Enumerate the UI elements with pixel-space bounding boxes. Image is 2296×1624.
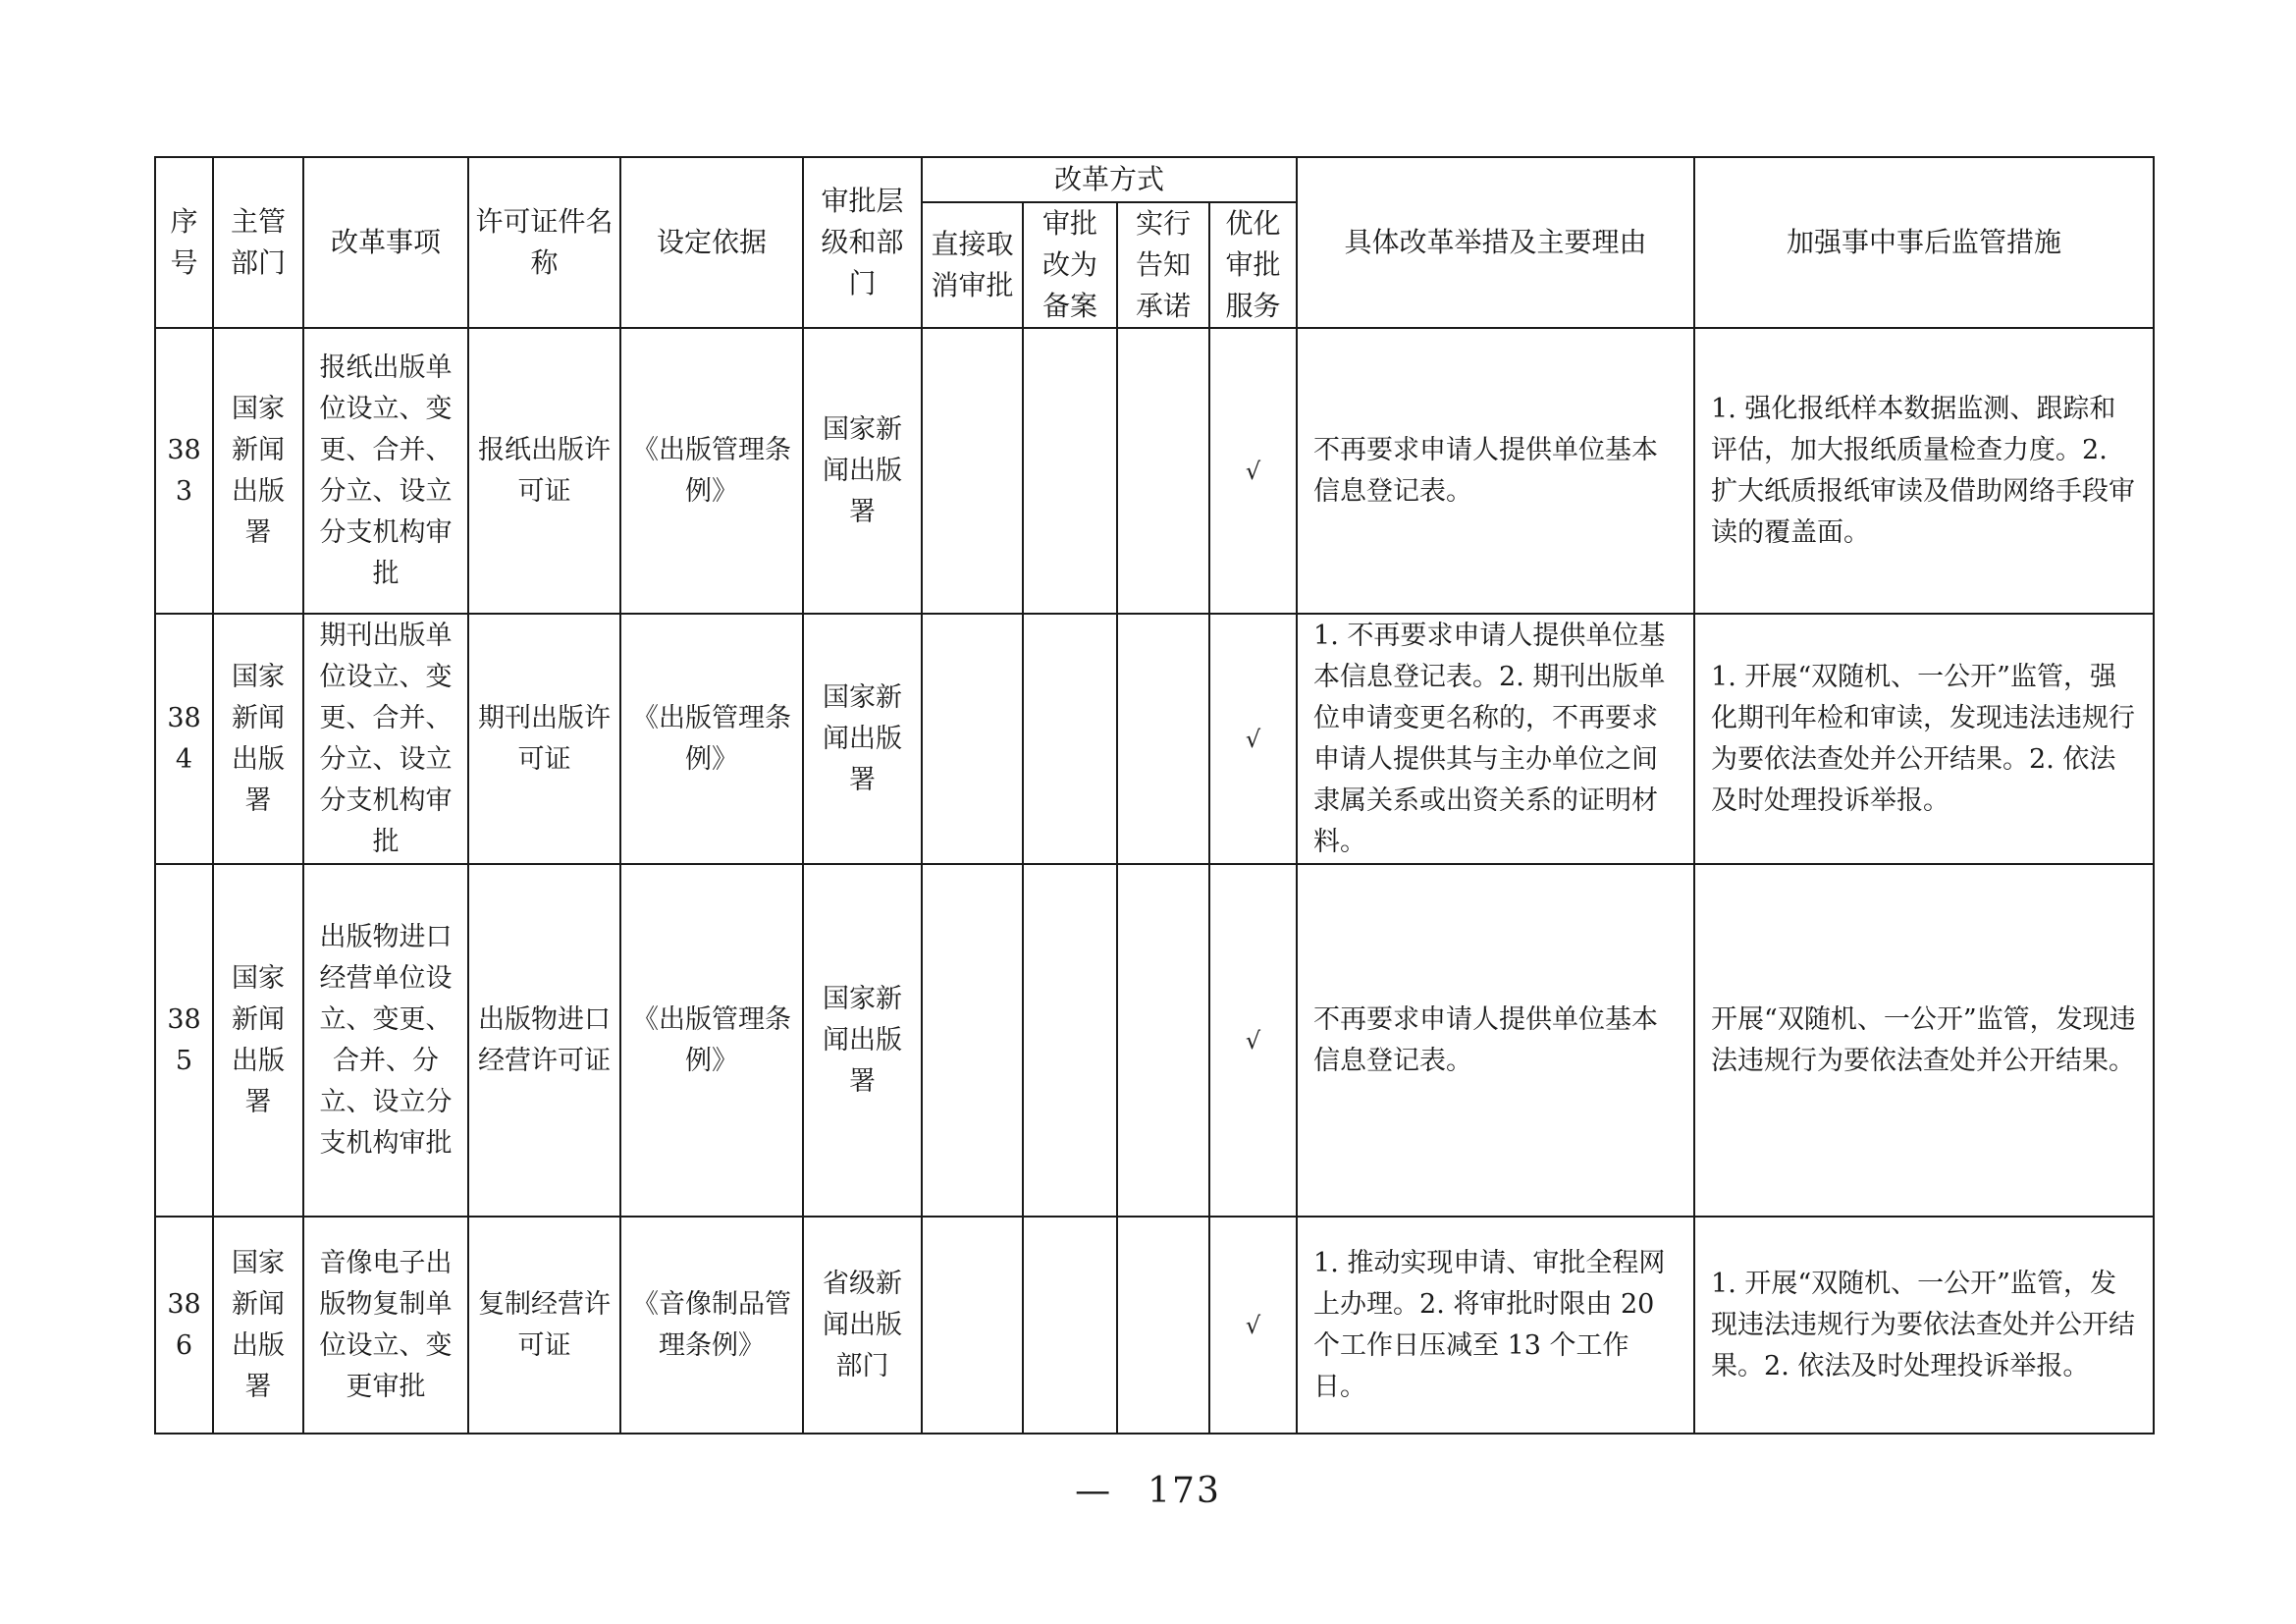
cell-dept: 国家新闻出版署 [213, 864, 303, 1217]
check-mark-icon: √ [1209, 864, 1297, 1217]
cell-method-notify [1117, 1217, 1209, 1434]
cell-item: 报纸出版单位设立、变更、合并、分立、设立分支机构审批 [303, 328, 468, 614]
cell-method-record [1023, 614, 1117, 864]
header-method-record: 审批改为备案 [1023, 202, 1117, 328]
cell-measures: 1. 推动实现申请、审批全程网上办理。2. 将审批时限由 20 个工作日压减至 13 个工作日。 [1297, 1217, 1694, 1434]
cell-license: 报纸出版许可证 [468, 328, 620, 614]
cell-supervision: 1. 强化报纸样本数据监测、跟踪和评估，加大报纸质量检查力度。2. 扩大纸质报纸审读及借助网络手段审读的覆盖面。 [1694, 328, 2154, 614]
cell-seq: 385 [155, 864, 213, 1217]
cell-dept: 国家新闻出版署 [213, 328, 303, 614]
cell-license: 期刊出版许可证 [468, 614, 620, 864]
table-row [155, 864, 2154, 1217]
reform-table [154, 156, 2155, 1435]
table-row [155, 328, 2154, 614]
page-footer [0, 1471, 2296, 1511]
header-supervision: 加强事中事后监管措施 [1694, 157, 2154, 328]
cell-dept: 国家新闻出版署 [213, 614, 303, 864]
header-method-group: 改革方式 [922, 157, 1297, 202]
cell-method-notify [1117, 614, 1209, 864]
check-mark-icon: √ [1209, 614, 1297, 864]
page-dash: — [1075, 1471, 1113, 1511]
cell-measures: 1. 不再要求申请人提供单位基本信息登记表。2. 期刊出版单位申请变更名称的，不再要求申请人提供其与主办单位之间隶属关系或出资关系的证明材料。 [1297, 614, 1694, 864]
table-row [155, 614, 2154, 864]
header-level: 审批层级和部门 [803, 157, 922, 328]
page-number: 173 [1148, 1471, 1221, 1511]
cell-method-cancel [922, 328, 1023, 614]
cell-method-notify [1117, 864, 1209, 1217]
header-measures: 具体改革举措及主要理由 [1297, 157, 1694, 328]
cell-level: 国家新闻出版署 [803, 864, 922, 1217]
header-basis: 设定依据 [620, 157, 803, 328]
cell-basis: 《音像制品管理条例》 [620, 1217, 803, 1434]
header-method-notify: 实行告知承诺 [1117, 202, 1209, 328]
cell-method-cancel [922, 864, 1023, 1217]
header-method-cancel: 直接取消审批 [922, 202, 1023, 328]
cell-method-notify [1117, 328, 1209, 614]
cell-method-cancel [922, 1217, 1023, 1434]
cell-license: 复制经营许可证 [468, 1217, 620, 1434]
cell-level: 省级新闻出版部门 [803, 1217, 922, 1434]
cell-measures: 不再要求申请人提供单位基本信息登记表。 [1297, 328, 1694, 614]
cell-measures: 不再要求申请人提供单位基本信息登记表。 [1297, 864, 1694, 1217]
cell-basis: 《出版管理条例》 [620, 864, 803, 1217]
cell-license: 出版物进口经营许可证 [468, 864, 620, 1217]
cell-basis: 《出版管理条例》 [620, 328, 803, 614]
header-method-optimize: 优化审批服务 [1209, 202, 1297, 328]
cell-seq: 383 [155, 328, 213, 614]
header-license: 许可证件名称 [468, 157, 620, 328]
cell-dept: 国家新闻出版署 [213, 1217, 303, 1434]
table-row [155, 1217, 2154, 1434]
cell-level: 国家新闻出版署 [803, 328, 922, 614]
header-dept: 主管部门 [213, 157, 303, 328]
cell-supervision: 开展“双随机、一公开”监管，发现违法违规行为要依法查处并公开结果。 [1694, 864, 2154, 1217]
cell-basis: 《出版管理条例》 [620, 614, 803, 864]
cell-item: 音像电子出版物复制单位设立、变更审批 [303, 1217, 468, 1434]
check-mark-icon: √ [1209, 1217, 1297, 1434]
cell-supervision: 1. 开展“双随机、一公开”监管，发现违法违规行为要依法查处并公开结果。2. 依法及时处理投诉举报。 [1694, 1217, 2154, 1434]
header-item: 改革事项 [303, 157, 468, 328]
cell-method-record [1023, 864, 1117, 1217]
cell-method-cancel [922, 614, 1023, 864]
cell-method-record [1023, 328, 1117, 614]
check-mark-icon: √ [1209, 328, 1297, 614]
cell-item: 出版物进口经营单位设立、变更、合并、分立、设立分支机构审批 [303, 864, 468, 1217]
cell-method-record [1023, 1217, 1117, 1434]
cell-level: 国家新闻出版署 [803, 614, 922, 864]
header-row [155, 157, 2154, 202]
header-seq: 序号 [155, 157, 213, 328]
cell-seq: 384 [155, 614, 213, 864]
cell-item: 期刊出版单位设立、变更、合并、分立、设立分支机构审批 [303, 614, 468, 864]
cell-seq: 386 [155, 1217, 213, 1434]
cell-supervision: 1. 开展“双随机、一公开”监管，强化期刊年检和审读，发现违法违规行为要依法查处并公开结果。2. 依法及时处理投诉举报。 [1694, 614, 2154, 864]
